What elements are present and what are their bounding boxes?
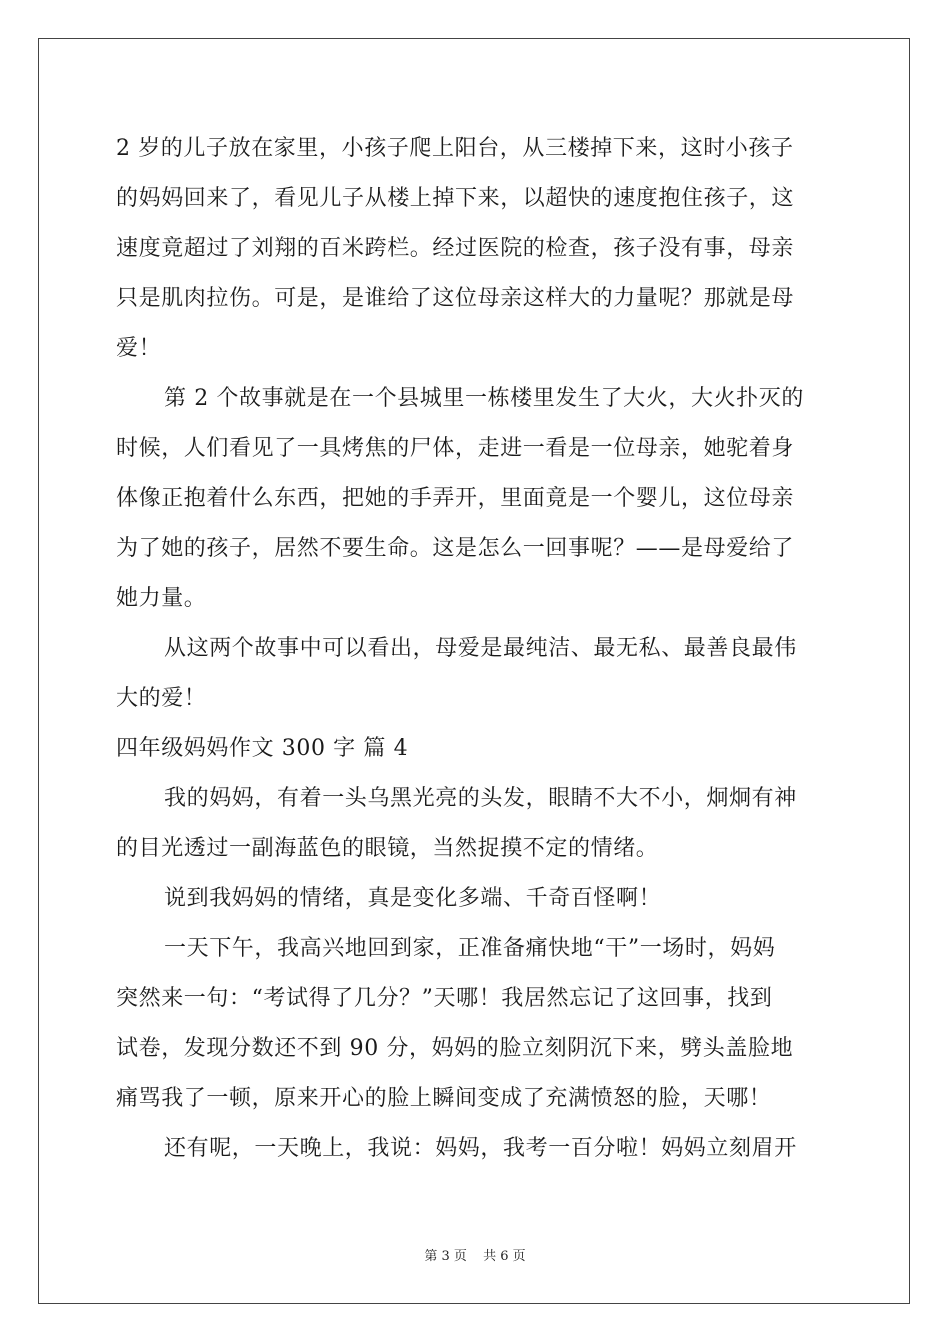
text-line: 的妈妈回来了，看见儿子从楼上掉下来，以超快的速度抱住孩子，这: [116, 186, 795, 211]
text-line: 突然来一句：“考试得了几分？”天哪！我居然忘记了这回事，找到: [116, 986, 773, 1011]
text-line: 只是肌肉拉伤。可是，是谁给了这位母亲这样大的力量呢？那就是母: [116, 286, 795, 311]
text-line: 试卷，发现分数还不到 90 分，妈妈的脸立刻阴沉下来，劈头盖脸地: [116, 1036, 794, 1061]
text-line: 爱！: [116, 336, 162, 361]
text-line: 大的爱！: [116, 686, 207, 711]
text-line: 体像正抱着什么东西，把她的手弄开，里面竟是一个婴儿，这位母亲: [116, 486, 795, 511]
text-line: 还有呢，一天晚上，我说：妈妈，我考一百分啦！妈妈立刻眉开: [164, 1136, 797, 1161]
document-body: [116, 124, 836, 1174]
text-line: 说到我妈妈的情绪，真是变化多端、千奇百怪啊！: [164, 886, 662, 911]
text-line: 从这两个故事中可以看出，母爱是最纯洁、最无私、最善良最伟: [164, 636, 797, 661]
text-line: 为了她的孩子，居然不要生命。这是怎么一回事呢？——是母爱给了: [116, 536, 795, 561]
text-line: 2 岁的儿子放在家里，小孩子爬上阳台，从三楼掉下来，这时小孩子: [116, 136, 794, 161]
text-line: 她力量。: [116, 586, 207, 611]
text-line: 第 2 个故事就是在一个县城里一栋楼里发生了大火，大火扑灭的: [164, 386, 804, 411]
text-line: 的目光透过一副海蓝色的眼镜，当然捉摸不定的情绪。: [116, 836, 659, 861]
text-line: 一天下午，我高兴地回到家，正准备痛快地“干”一场时，妈妈: [164, 936, 776, 961]
text-line: 速度竟超过了刘翔的百米跨栏。经过医院的检查，孩子没有事，母亲: [116, 236, 795, 261]
page-total: 共 6 页: [483, 1249, 526, 1264]
section-heading: 四年级妈妈作文 300 字 篇 4: [116, 736, 409, 761]
page-footer: [0, 1245, 950, 1264]
text-line: 我的妈妈，有着一头乌黑光亮的头发，眼睛不大不小，炯炯有神: [164, 786, 797, 811]
text-line: 时候，人们看见了一具烤焦的尸体，走进一看是一位母亲，她驼着身: [116, 436, 795, 461]
text-line: 痛骂我了一顿，原来开心的脸上瞬间变成了充满愤怒的脸，天哪！: [116, 1086, 772, 1111]
page-number: 第 3 页: [424, 1249, 467, 1264]
